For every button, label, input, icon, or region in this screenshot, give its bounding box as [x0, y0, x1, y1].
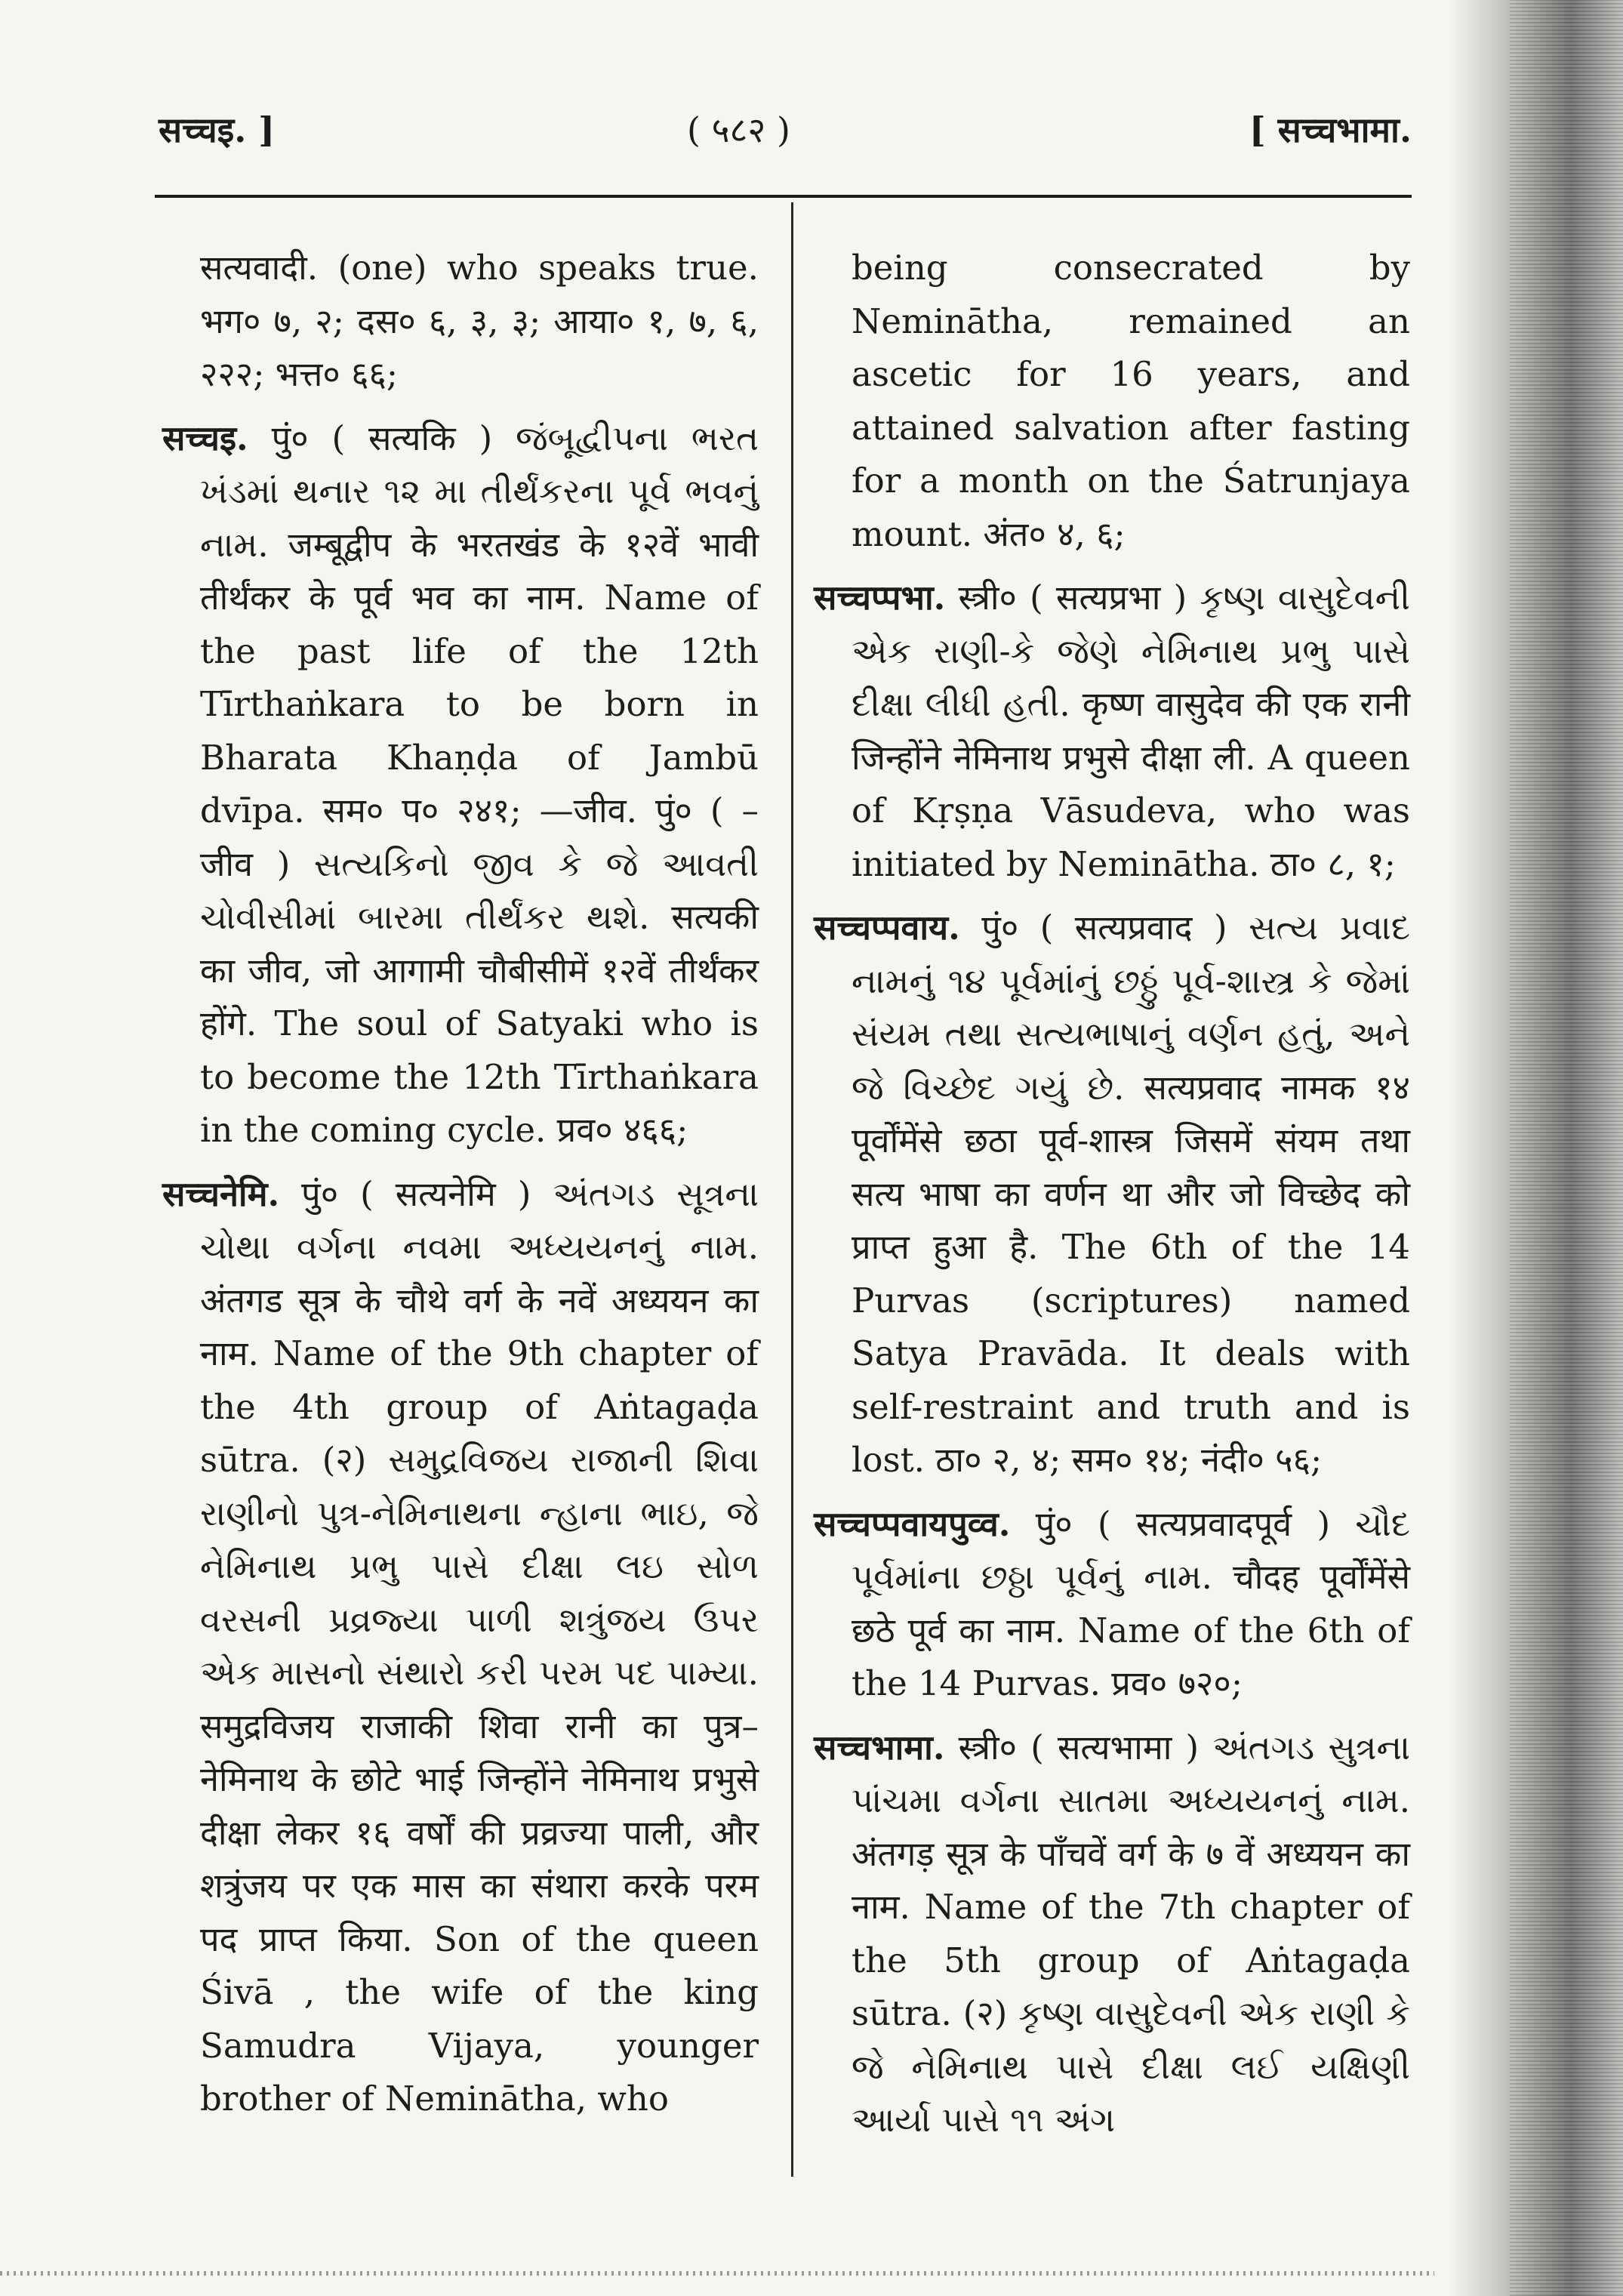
page-edge-texture — [1510, 0, 1623, 2296]
entry-headword: सच्चप्पभा. — [814, 578, 946, 618]
dictionary-entry — [162, 1168, 759, 2126]
entry-headword: सच्चनेमि. — [162, 1173, 280, 1214]
entry-text: स्त्री० ( सत्यभामा ) અંતગડ સુત્રના પાંચમા વર્ગના સાતમા અધ્યયનનું નામ. अंतगड़ सूत्र के पाँचवें वर्ग के ७ वें अध्ययन का नाम. Name of the 7th chapter of the 5th group of Aṅtagaḍa sūtra. (२) કૃષ્ણ વાસુદેવની એક રાણી કે જે નેમિનાથ પાસે દીક્ષા લઈ યક્ષિણી આર્યા પાસે ૧૧ અંગ — [852, 1727, 1410, 2140]
entry-headword: सच्चइ. — [162, 418, 248, 458]
dictionary-entry — [162, 412, 759, 1157]
continuation-text — [162, 242, 759, 402]
dictionary-entry — [814, 572, 1410, 891]
entry-text: पुं० ( सत्यप्रवादपूर्व ) ચૌદ પૂર્વમાંના છઠ્ઠા પૂર્વનું નામ. चौदह पूर्वोंमेंसे छठे पूर्व का नाम. Name of the 6th of the 14 Purvas. प्रव० ७२०; — [852, 1503, 1410, 1703]
entry-text: स्त्री० ( सत्यप्रभा ) કૃષ્ણ વાસુદેવની એક રાણી-કે જેણે નેમિનાથ પ્રભુ પાસે દીક્ષા લીધી હતી. कृष्ण वासुदेव की एक रानी जिन्होंने नेमिनाथ प्रभुसे दीक्षा ली. A queen of Kṛṣṇa Vāsudeva, who was initiated by Neminātha. ठा० ८, १; — [852, 578, 1410, 884]
entry-text: सत्यवादी. (one) who speaks true. भग० ७, २; दस० ६, ३, ३; आया० १, ७, ६, २२२; भत्त० ६६; — [200, 248, 759, 394]
entry-text: पुं० ( सत्यकि ) જંબૂદ્વીપના ભરત ખંડમાં થનાર ૧૨ મા તીર્થંકરના પૂર્વ ભવનું નામ. जम्बूद्वीप के भरतखंड के १२वें भावी तीर्थंकर के पूर्व भव का नाम. Name of the past life of the 12th Tīrthaṅkara to be born in Bharata Khaṇḍa of Jambū dvīpa. सम० प० २४१; —जीव. पुं० ( –जीव ) સત્યકિનો જીવ કે જે આવતી ચોવીસીમાં બારમા તીર્થંકર થશે. सत्यकी का जीव, जो आगामी चौबीसीमें १२वें तीर्थंकर होंगे. The soul of Satyaki who is to become the 12th Tīrthaṅkara in the coming cycle. प्रव० ४६६; — [200, 418, 759, 1150]
bottom-scan-edge — [0, 2271, 1434, 2276]
dictionary-entry — [814, 1498, 1410, 1711]
entry-text: पुं० ( सत्यप्रवाद ) સત્ય પ્રવાદ નામનું ૧૪ પૂર્વમાંનું છઠ્ઠું પૂર્વ-શાસ્ત્ર કે જેમાં સંયમ તથા સત્યભાષાનું વર્ણન હતું, અને જે વિચ્છેદ ગયું છે. सत्यप्रवाद नामक १४ पूर्वोंमेंसे छठा पूर्व-शास्त्र जिसमें संयम तथा सत्य भाषा का वर्णन था और जो विच्छेद को प्राप्त हुआ है. The 6th of the 14 Purvas (scriptures) named Satya Pravāda. It deals with self-restraint and truth and is lost. ठा० २, ४; सम० १४; नंदी० ५६; — [852, 908, 1410, 1480]
entry-text: being consecrated by Neminātha, remained an ascetic for 16 years, and attained salvation after fasting for a month on the Śatrunjaya mount. अंत० ४, ६; — [852, 248, 1410, 554]
header-rule — [155, 195, 1412, 198]
entry-headword: सच्चप्पवाय. — [814, 908, 960, 948]
header-right-guide-word: [ सच्चभामा. — [1249, 109, 1412, 150]
entry-headword: सच्चभामा. — [814, 1727, 945, 1767]
entry-headword: सच्चप्पवायपुव्व. — [814, 1503, 1011, 1544]
right-column — [814, 242, 1410, 2158]
dictionary-entry — [814, 1721, 1410, 2147]
page-number: ( ५८२ ) — [687, 109, 790, 150]
entry-text: पुं० ( सत्यनेमि ) અંતગડ સૂત્રના ચોથા વર્ગના નવમા અધ્યયનનું નામ. अंतगड सूत्र के चौथे वर्ग के नवें अध्ययन का नाम. Name of the 9th chapter of the 4th group of Aṅtagaḍa sūtra. (२) સમુદ્રવિજય રાજાની શિવા રાણીનો પુત્ર-નેમિનાથના ન્હાના ભાઇ, જે નેમિનાથ પ્રભુ પાસે દીક્ષા લઇ સોળ વરસની પ્રવ્રજ્યા પાળી શત્રુંજય ઉપર એક માસનો સંથારો કરી પરમ પદ પામ્યા. समुद्रविजय राजाकी शिवा रानी का पुत्र–नेमिनाथ के छोटे भाई जिन्होंने नेमिनाथ प्रभुसे दीक्षा लेकर १६ वर्षों की प्रव्रज्या पाली, और शत्रुंजय पर एक मास का संथारा करके परम पद प्राप्त किया. Son of the queen Śivā , the wife of the king Samudra Vijaya, younger brother of Neminātha, who — [200, 1173, 759, 2119]
header-left-guide-word: सच्चइ. ] — [159, 109, 276, 150]
page-header — [159, 106, 1412, 166]
continuation-text — [814, 242, 1410, 561]
column-divider — [791, 202, 793, 2177]
left-column — [162, 242, 759, 2137]
dictionary-entry — [814, 901, 1410, 1487]
